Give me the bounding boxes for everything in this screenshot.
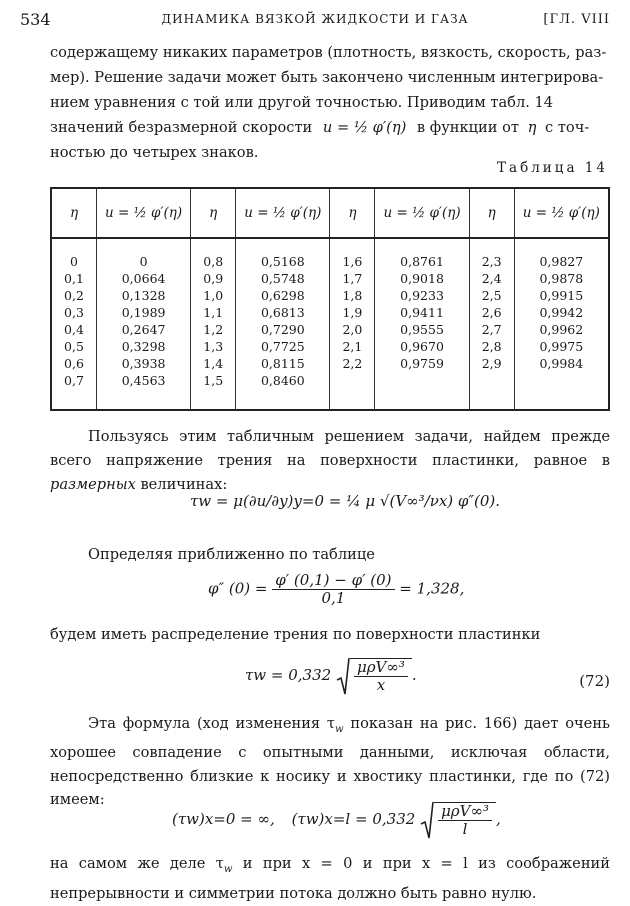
u-value: 0,9827 [539, 254, 584, 269]
u-value: 0,9878 [539, 271, 584, 286]
eta-value: 2,6 [481, 305, 502, 320]
text-span: Пользуясь этим табличным решением задачи, найдем прежде всего напряжение трения на поверхности пластинки, равное в [50, 428, 610, 469]
header-u: u = ½ φ′(η) [236, 188, 330, 238]
eta-value: 0,1 [64, 271, 84, 286]
header-u: u = ½ φ′(η) [97, 188, 191, 238]
formula-u-def: u = ½ φ′(η) [322, 119, 407, 136]
u-column [375, 238, 469, 410]
fraction-denominator: 0,1 [321, 589, 346, 607]
running-title: ДИНАМИКА ВЯЗКОЙ ЖИДКОСТИ И ГАЗА [161, 12, 469, 26]
chapter-label: [ГЛ. VIII [543, 12, 610, 27]
table-header-row [51, 188, 609, 238]
radicand-denominator: l [462, 820, 468, 838]
u-value: 0,8761 [400, 254, 444, 269]
u-value: 0,8460 [260, 373, 305, 388]
u-value: 0,1328 [121, 288, 166, 303]
page-number: 534 [20, 10, 51, 29]
eta-value: 2,7 [481, 322, 502, 337]
eta-value: 2,9 [481, 356, 502, 371]
radical-sign-icon [420, 800, 434, 840]
text-sub: w [335, 723, 344, 735]
eta-value: 1,9 [342, 305, 363, 320]
eta-value: 0,5 [64, 339, 84, 354]
u-value: 0,4563 [121, 373, 166, 388]
text-line: мер). Решение задачи может быть закончено численным интегрирова- [50, 69, 604, 86]
u-value: 0,9233 [400, 288, 444, 303]
eta-value: 2,4 [481, 271, 502, 286]
eta-value: 1,8 [342, 288, 363, 303]
text-span: Эта формула (ход изменения τ [88, 715, 335, 732]
fraction-numerator: φ′ (0,1) − φ′ (0) [272, 572, 394, 590]
eta-value: 0,3 [64, 305, 84, 320]
eta-value: 0,7 [64, 373, 84, 388]
eta-value: 2,3 [481, 254, 502, 269]
radicand-denominator: x [376, 676, 386, 694]
radicand [350, 658, 412, 694]
formula-part: (τw)x=0 = ∞, [172, 810, 275, 828]
text-span: показан на рис. 166) дает очень хорошее совпадение с опытными данными, исключая области, непосредственно близкие к носику и хвостику пластинки, где по (72) имеем: [50, 715, 610, 809]
paragraph-determine: Определяя приближенно по таблице [88, 546, 375, 563]
formula-lhs: φ″ (0) = [208, 579, 268, 598]
header-u: u = ½ φ′(η) [514, 188, 609, 238]
text-line: содержащему никаких параметров (плотность, вязкость, скорость, раз- [50, 44, 607, 61]
eta-value: 2,0 [342, 322, 363, 337]
u-value: 0,2647 [121, 322, 166, 337]
formula-eta: η [527, 119, 537, 136]
eta-column [51, 238, 97, 410]
u-column [236, 238, 330, 410]
u-value: 0,9555 [400, 322, 444, 337]
eta-value: 2,2 [342, 356, 363, 371]
paragraph-intro [50, 40, 610, 165]
text-sub: w [223, 863, 233, 875]
header-eta: η [469, 188, 514, 238]
eta-value: 2,8 [481, 339, 502, 354]
eta-value: 0,2 [64, 288, 84, 303]
text-span: с точ- [545, 119, 590, 136]
eta-value: 1,5 [203, 373, 224, 388]
u-value: 0 [139, 254, 148, 269]
eta-value: 0,4 [64, 322, 84, 337]
u-value: 0,9942 [539, 305, 584, 320]
u-value: 0,0664 [121, 271, 166, 286]
running-header [20, 10, 610, 32]
u-value: 0,3938 [121, 356, 166, 371]
text-span: на самом же деле τ [50, 855, 224, 872]
u-value: 0,9962 [539, 322, 584, 337]
eta-column [191, 238, 236, 410]
paragraph-friction [50, 425, 610, 497]
radical [336, 656, 412, 696]
paragraph-distribution: будем иметь распределение трения по поверхности пластинки [50, 626, 541, 643]
u-value: 0,9759 [400, 356, 444, 371]
u-value: 0,7725 [260, 339, 305, 354]
u-value: 0,3298 [121, 339, 166, 354]
formula-part: (τw)x=l = 0,332 [291, 810, 416, 828]
eta-value: 0,6 [64, 356, 84, 371]
eta-column [330, 238, 375, 410]
u-value: 0,6813 [260, 305, 305, 320]
u-value: 0,1989 [121, 305, 166, 320]
eta-value: 1,0 [203, 288, 224, 303]
table-body-row [51, 238, 609, 410]
u-value: 0,8115 [260, 356, 305, 371]
u-value: 0,5748 [260, 271, 305, 286]
u-value: 0,9915 [539, 288, 584, 303]
table-caption: Таблица 14 [497, 160, 608, 176]
formula-72: τw = 0,332 $\frac{\text{μρV∞³}}{x}$ . [245, 658, 417, 694]
header-eta: η [330, 188, 375, 238]
eta-value: 0 [70, 254, 78, 269]
text-line: ностью до четырех знаков. [50, 144, 259, 161]
text-span: значений безразмерной скорости [50, 119, 313, 136]
formula-rhs: = 1,328, [399, 579, 465, 598]
text-span: и при x = 0 и при x = l из соображений непрерывности и симметрии потока должно быть равно нулю. [50, 855, 610, 902]
text-italic: размерных [50, 476, 136, 493]
u-value: 0,5168 [260, 254, 305, 269]
u-value: 0,9984 [539, 356, 584, 371]
u-value: 0,7290 [260, 322, 305, 337]
u-column [514, 238, 609, 410]
table-14 [50, 187, 610, 411]
eta-value: 1,2 [203, 322, 224, 337]
paragraph-comparison [50, 712, 610, 812]
u-value: 0,9975 [539, 339, 584, 354]
header-eta: η [191, 188, 236, 238]
text-line [50, 115, 610, 140]
text-line: нием уравнения с той или другой точностью. Приводим табл. 14 [50, 94, 554, 111]
formula-tau-w: τw = μ(∂u/∂y)y=0 = ¼ μ √(V∞³/νx) φ″(0). [190, 492, 501, 510]
header-eta: η [51, 188, 97, 238]
eta-value: 1,1 [203, 305, 224, 320]
eta-value: 1,6 [342, 254, 363, 269]
formula-fraction [272, 572, 394, 607]
eta-value: 1,3 [203, 339, 224, 354]
eta-value: 0,9 [203, 271, 224, 286]
u-value: 0,6298 [260, 288, 305, 303]
header-u: u = ½ φ′(η) [375, 188, 469, 238]
eta-column [469, 238, 514, 410]
eta-value: 2,5 [481, 288, 502, 303]
u-column [97, 238, 191, 410]
paragraph-conclusion [50, 852, 610, 906]
formula-lhs: τw = 0,332 [245, 666, 332, 684]
radical-sign-icon [336, 656, 350, 696]
radicand-numerator: μρV∞³ [438, 803, 492, 821]
radical [420, 800, 496, 840]
u-value: 0,9670 [400, 339, 444, 354]
radicand-numerator: μρV∞³ [354, 659, 408, 677]
equation-number: (72) [579, 672, 610, 690]
formula-ends: (τw)x=0 = ∞, (τw)x=l = 0,332 $\frac{\text{μρV∞³}}{l}$ , [172, 802, 501, 838]
eta-value: 1,4 [203, 356, 224, 371]
u-value: 0,9411 [400, 305, 444, 320]
formula-phi-second [208, 572, 464, 607]
eta-value: 2,1 [342, 339, 363, 354]
eta-value: 1,7 [342, 271, 363, 286]
u-value: 0,9018 [400, 271, 444, 286]
text-span: величинах: [140, 476, 228, 493]
radicand [434, 802, 496, 838]
eta-value: 0,8 [203, 254, 224, 269]
text-span: в функции от [416, 119, 519, 136]
